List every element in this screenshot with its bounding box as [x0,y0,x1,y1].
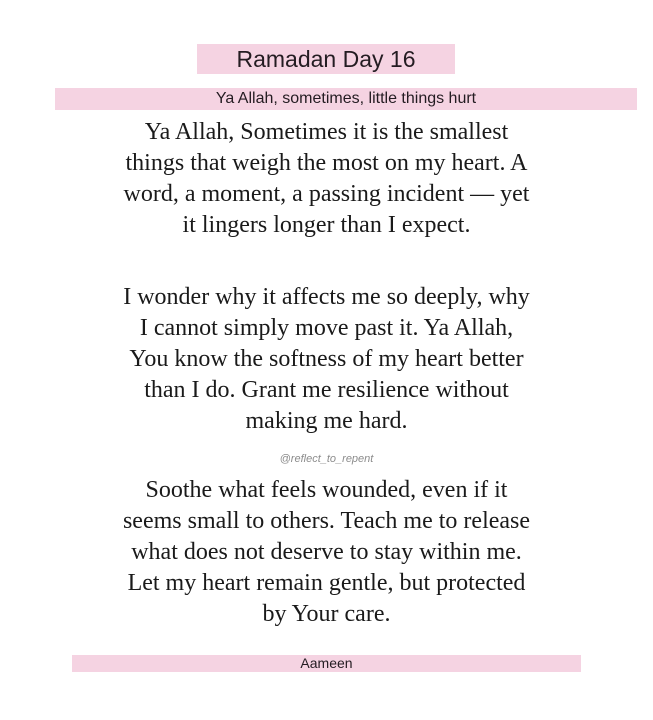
watermark-handle: @reflect_to_repent [279,453,374,465]
paragraph-line: seems small to others. Teach me to release [122,508,531,534]
paragraph-line: by Your care. [262,601,391,627]
paragraph-line: word, a moment, a passing incident — yet [123,181,530,207]
paragraph-line: I cannot simply move past it. Ya Allah, [139,315,514,341]
paragraph-line: things that weigh the most on my heart. A [125,150,528,176]
paragraph-line: than I do. Grant me resilience without [144,377,509,403]
paragraph-line: You know the softness of my heart better [129,346,524,372]
paragraph-1 [40,117,613,241]
paragraph-line: it lingers longer than I expect. [182,212,471,238]
closing-text: Aameen [300,655,353,671]
paragraph-line: Ya Allah, Sometimes it is the smallest [144,119,509,145]
paragraph-3 [40,475,613,630]
paragraph-line: making me hard. [245,408,408,434]
page-title: Ramadan Day 16 [236,46,416,72]
paragraph-line: what does not deserve to stay within me. [131,539,522,565]
paragraph-line: Soothe what feels wounded, even if it [145,477,508,503]
paragraph-line: I wonder why it affects me so deeply, why [123,284,530,310]
paragraph-line: Let my heart remain gentle, but protected [127,570,526,596]
page-subtitle: Ya Allah, sometimes, little things hurt [215,90,477,107]
paragraph-2 [40,282,613,437]
